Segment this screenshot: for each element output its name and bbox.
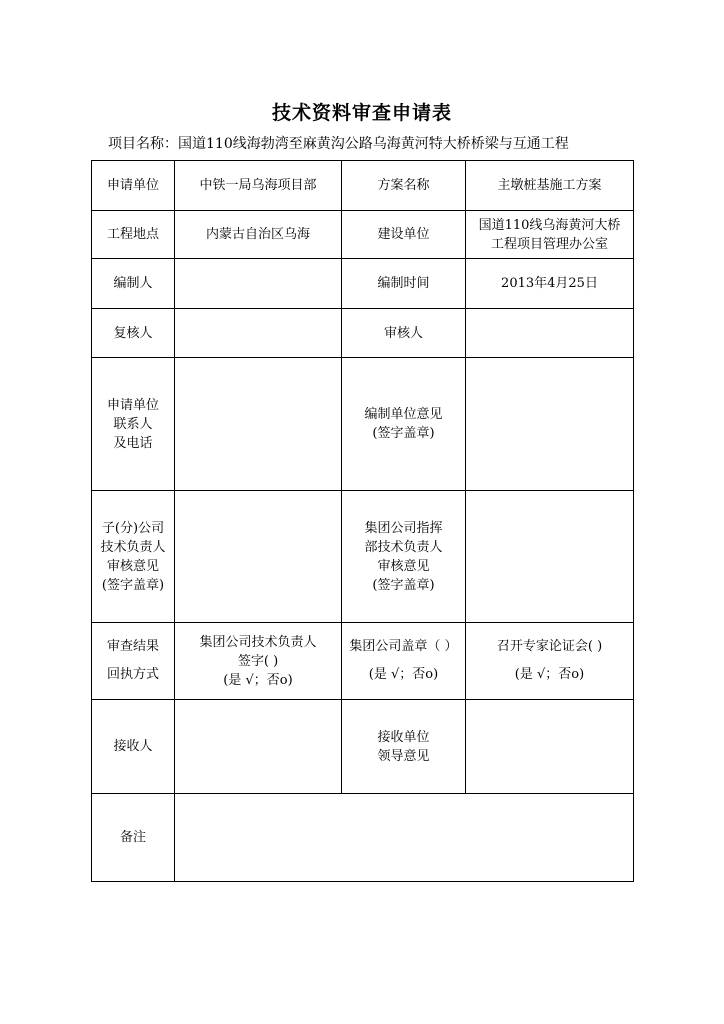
label-cell: 编制时间 bbox=[342, 259, 466, 309]
table-row bbox=[92, 161, 634, 211]
text-line: 签字( ) bbox=[237, 653, 279, 669]
text-line: 接收单位 bbox=[377, 729, 430, 745]
text-line: 审核意见 bbox=[106, 558, 159, 574]
table-row bbox=[92, 491, 634, 623]
plan-name-value: 主墩桩基施工方案 bbox=[466, 161, 634, 211]
text-line: 部技术负责人 bbox=[364, 539, 443, 555]
text-line: (签字盖章) bbox=[372, 426, 435, 441]
label-cell: 方案名称 bbox=[342, 161, 466, 211]
label-cell bbox=[92, 623, 175, 700]
text-line: 审核意见 bbox=[377, 558, 430, 574]
project-name: 项目名称：国道110线海勃湾至麻黄沟公路乌海黄河特大桥桥梁与互通工程 bbox=[108, 136, 569, 152]
applicant-unit-value: 中铁一局乌海项目部 bbox=[175, 161, 342, 211]
text-line: 编制单位意见 bbox=[364, 407, 443, 422]
text-line: (是 √；否o) bbox=[223, 672, 293, 688]
group-seal-option bbox=[342, 623, 466, 700]
rechecker-value bbox=[175, 309, 342, 358]
text-line: 子(分)公司 bbox=[101, 520, 165, 536]
construction-unit-value bbox=[466, 211, 634, 259]
text-line: 申请单位 bbox=[106, 397, 159, 413]
label-cell: 备注 bbox=[92, 794, 175, 882]
label-cell: 编制人 bbox=[92, 259, 175, 309]
label-cell bbox=[342, 700, 466, 794]
table-row bbox=[92, 309, 634, 358]
group-hq-opinion-value bbox=[466, 491, 634, 623]
receiver-value bbox=[175, 700, 342, 794]
label-cell bbox=[342, 491, 466, 623]
application-form-table bbox=[91, 160, 634, 882]
text-line: (是 √；否o) bbox=[514, 667, 585, 682]
table-row bbox=[92, 358, 634, 491]
text-line: (是 √；否o) bbox=[368, 667, 439, 682]
table-row bbox=[92, 700, 634, 794]
label-cell: 工程地点 bbox=[92, 211, 175, 259]
label-cell: 接收人 bbox=[92, 700, 175, 794]
text-line: 领导意见 bbox=[377, 748, 430, 764]
table-row bbox=[92, 794, 634, 882]
text-line: (签字盖章) bbox=[101, 577, 165, 593]
project-location-value: 内蒙古自治区乌海 bbox=[175, 211, 342, 259]
receiving-leader-opinion-value bbox=[466, 700, 634, 794]
text-line: 集团公司指挥 bbox=[364, 520, 443, 536]
text-line: 工程项目管理办公室 bbox=[490, 236, 608, 252]
text-line: 及电话 bbox=[113, 435, 153, 451]
label-cell: 复核人 bbox=[92, 309, 175, 358]
remarks-value bbox=[175, 794, 634, 882]
compiler-opinion-value bbox=[466, 358, 634, 491]
text-line: 回执方式 bbox=[106, 667, 159, 682]
label-cell: 申请单位 bbox=[92, 161, 175, 211]
reviewer-value bbox=[466, 309, 634, 358]
table-row bbox=[92, 623, 634, 700]
text-line: 审查结果 bbox=[106, 639, 159, 654]
text-line: 技术负责人 bbox=[100, 539, 166, 555]
label-cell bbox=[92, 358, 175, 491]
contact-value bbox=[175, 358, 342, 491]
expert-meeting-option bbox=[466, 623, 634, 700]
subsidiary-opinion-value bbox=[175, 491, 342, 623]
text-line: 联系人 bbox=[113, 416, 153, 432]
compiler-value bbox=[175, 259, 342, 309]
label-cell bbox=[92, 491, 175, 623]
compile-date-value: 2013年4月25日 bbox=[466, 259, 634, 309]
text-line: (签字盖章) bbox=[372, 577, 435, 593]
text-line: 召开专家论证会( ) bbox=[496, 639, 603, 654]
tech-lead-signature-option bbox=[175, 623, 342, 700]
text-line: 国道110线乌海黄河大桥 bbox=[478, 217, 621, 233]
label-cell: 建设单位 bbox=[342, 211, 466, 259]
label-cell: 审核人 bbox=[342, 309, 466, 358]
text-line: 集团公司盖章（ ） bbox=[349, 639, 458, 654]
text-line: 集团公司技术负责人 bbox=[199, 634, 317, 650]
table-row bbox=[92, 259, 634, 309]
form-title: 技术资料审查申请表 bbox=[271, 102, 452, 124]
label-cell bbox=[342, 358, 466, 491]
table-row bbox=[92, 211, 634, 259]
